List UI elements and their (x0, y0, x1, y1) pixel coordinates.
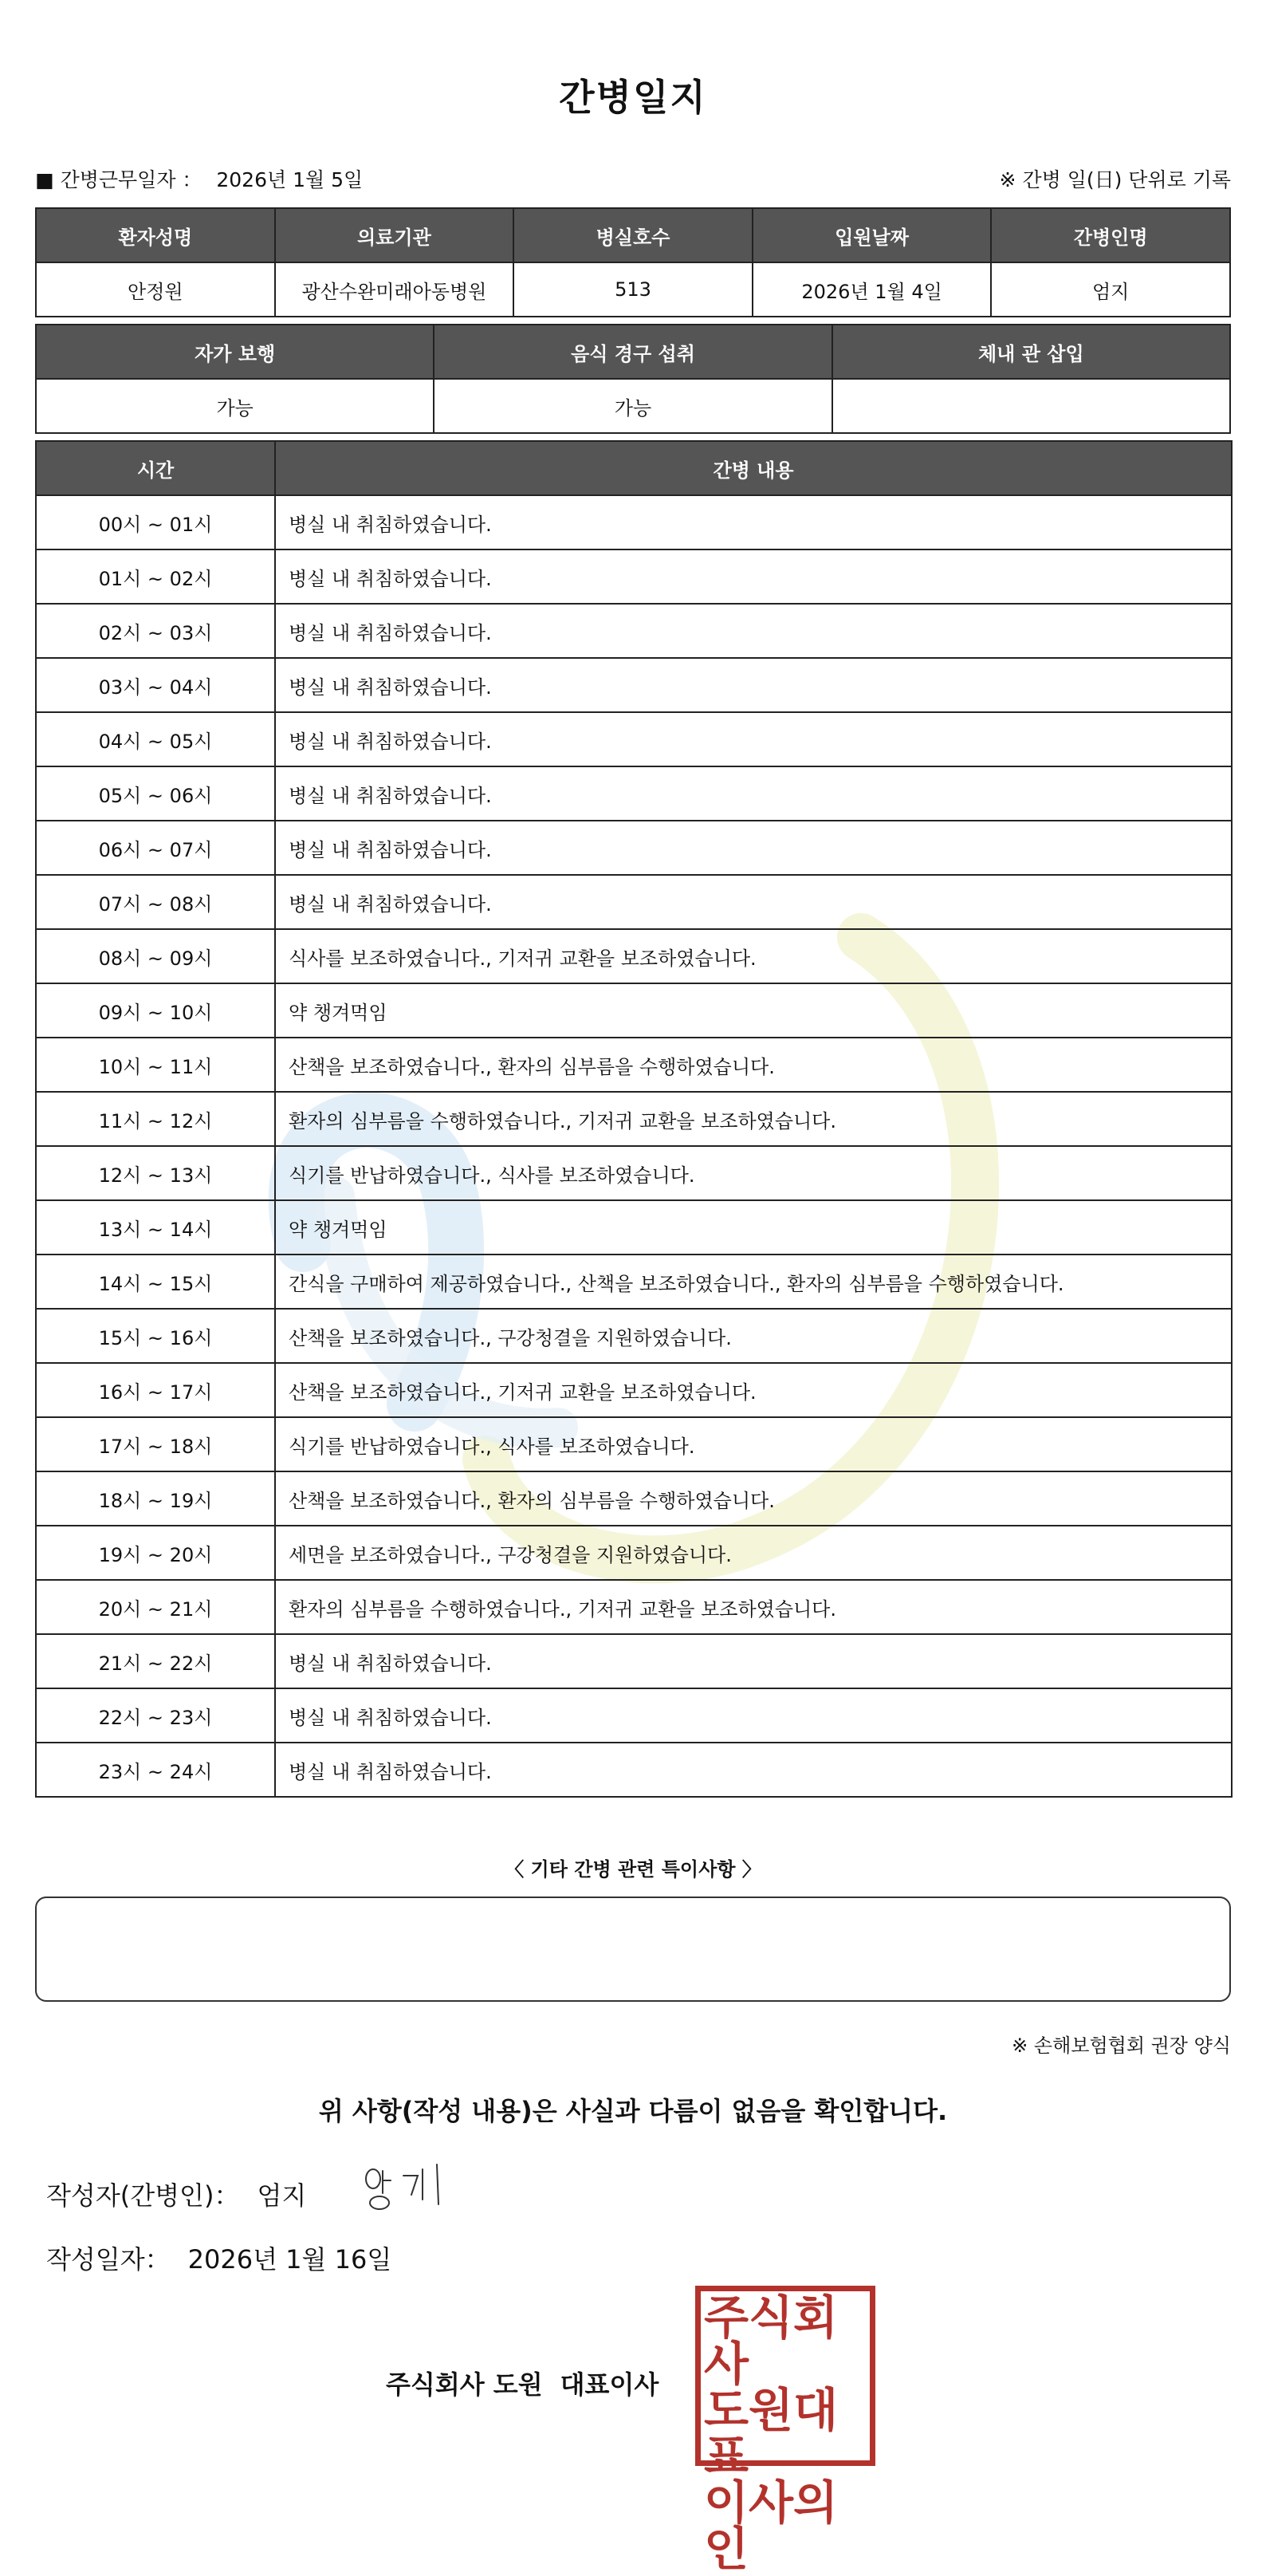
page-title: 간병일지 (559, 76, 707, 119)
patient-status-table (35, 324, 1231, 434)
log-content: 세면을 보조하였습니다., 구강청결을 지원하였습니다. (275, 1526, 1232, 1580)
header-care-content: 간병 내용 (275, 441, 1232, 495)
log-row (36, 658, 1232, 712)
log-row (36, 1038, 1232, 1092)
log-row (36, 1743, 1232, 1797)
handwritten-signature (359, 2158, 454, 2214)
log-content: 산책을 보조하였습니다., 환자의 심부름을 수행하였습니다. (275, 1471, 1232, 1526)
writer-label: 작성자(간병인)： (46, 2180, 240, 2211)
log-content: 병실 내 취침하였습니다. (275, 875, 1232, 929)
log-content: 병실 내 취침하였습니다. (275, 1688, 1232, 1743)
recommended-form-note: ※ 손해보험협회 권장 양식 (1012, 2034, 1231, 2057)
log-content: 병실 내 취침하였습니다. (275, 1634, 1232, 1688)
seal-row: 도원대표 (704, 2383, 839, 2483)
log-content: 산책을 보조하였습니다., 구강청결을 지원하였습니다. (275, 1309, 1232, 1363)
header-room-number: 병실호수 (513, 208, 753, 262)
log-content: 병실 내 취침하였습니다. (275, 821, 1232, 875)
room-number: 513 (513, 262, 753, 317)
writer-name: 엄지 (257, 2180, 307, 2211)
log-row (36, 766, 1232, 821)
log-row (36, 1146, 1232, 1200)
seal-row: 이사의인 (704, 2476, 839, 2576)
log-content: 병실 내 취침하였습니다. (275, 658, 1232, 712)
caregiver-name: 엄지 (991, 262, 1230, 317)
log-time: 15시 ~ 16시 (36, 1309, 275, 1363)
log-time: 05시 ~ 06시 (36, 766, 275, 821)
log-time: 17시 ~ 18시 (36, 1417, 275, 1471)
ceo-title: 대표이사 (560, 2369, 659, 2400)
log-time: 14시 ~ 15시 (36, 1255, 275, 1309)
log-content: 간식을 구매하여 제공하였습니다., 산책을 보조하였습니다., 환자의 심부름을 수행하였습니다. (275, 1255, 1232, 1309)
log-time: 13시 ~ 14시 (36, 1200, 275, 1255)
log-time: 07시 ~ 08시 (36, 875, 275, 929)
log-row (36, 983, 1232, 1038)
log-row (36, 1363, 1232, 1417)
admission-date: 2026년 1월 4일 (753, 262, 992, 317)
log-content: 환자의 심부름을 수행하였습니다., 기저귀 교환을 보조하였습니다. (275, 1580, 1232, 1634)
care-log-table (35, 440, 1233, 1798)
log-time: 12시 ~ 13시 (36, 1146, 275, 1200)
header-time: 시간 (36, 441, 275, 495)
log-content: 병실 내 취침하였습니다. (275, 1743, 1232, 1797)
log-row (36, 1471, 1232, 1526)
log-time: 11시 ~ 12시 (36, 1092, 275, 1146)
log-row (36, 1580, 1232, 1634)
log-content: 산책을 보조하였습니다., 기저귀 교환을 보조하였습니다. (275, 1363, 1232, 1417)
log-row (36, 495, 1232, 549)
tube-insertion-value (832, 379, 1230, 433)
log-time: 01시 ~ 02시 (36, 549, 275, 604)
log-time: 03시 ~ 04시 (36, 658, 275, 712)
written-date-line (46, 2239, 391, 2276)
log-row (36, 549, 1232, 604)
log-time: 10시 ~ 11시 (36, 1038, 275, 1092)
log-time: 08시 ~ 09시 (36, 929, 275, 983)
log-time: 06시 ~ 07시 (36, 821, 275, 875)
log-row (36, 1634, 1232, 1688)
confirmation-statement: 위 사항(작성 내용)은 사실과 다름이 없음을 확인합니다. (318, 2096, 948, 2126)
patient-info-table (35, 207, 1231, 317)
log-row (36, 1526, 1232, 1580)
log-content: 약 챙겨먹임 (275, 1200, 1232, 1255)
log-time: 02시 ~ 03시 (36, 604, 275, 658)
header-patient-name: 환자성명 (36, 208, 275, 262)
patient-name: 안정원 (36, 262, 275, 317)
log-row (36, 875, 1232, 929)
seal-row: 주식회사 (704, 2290, 839, 2391)
work-date-label: ■ 간병근무일자 ： (35, 168, 202, 191)
header-tube-insertion: 체내 관 삽입 (832, 325, 1230, 379)
log-row (36, 1200, 1232, 1255)
remarks-title: 〈 기타 간병 관련 특이사항 〉 (505, 1858, 761, 1881)
oral-intake-value: 가능 (434, 379, 832, 433)
log-row (36, 1255, 1232, 1309)
log-time: 20시 ~ 21시 (36, 1580, 275, 1634)
log-content: 약 챙겨먹임 (275, 983, 1232, 1038)
log-content: 병실 내 취침하였습니다. (275, 549, 1232, 604)
care-log-body (36, 495, 1232, 1797)
log-time: 22시 ~ 23시 (36, 1688, 275, 1743)
work-date-line (35, 164, 363, 193)
log-content: 병실 내 취침하였습니다. (275, 604, 1232, 658)
log-content: 병실 내 취침하였습니다. (275, 495, 1232, 549)
log-row (36, 712, 1232, 766)
company-name: 주식회사 도원 (386, 2369, 543, 2400)
log-time: 21시 ~ 22시 (36, 1634, 275, 1688)
written-date-label: 작성일자： (46, 2244, 171, 2275)
header-medical-institution: 의료기관 (275, 208, 514, 262)
log-row (36, 1092, 1232, 1146)
company-seal-stamp (695, 2286, 875, 2576)
header-oral-intake: 음식 경구 섭취 (434, 325, 832, 379)
log-time: 16시 ~ 17시 (36, 1363, 275, 1417)
log-time: 18시 ~ 19시 (36, 1471, 275, 1526)
log-row (36, 1417, 1232, 1471)
log-content: 식기를 반납하였습니다., 식사를 보조하였습니다. (275, 1417, 1232, 1471)
header-caregiver-name: 간병인명 (991, 208, 1230, 262)
company-line (386, 2365, 659, 2401)
log-row (36, 604, 1232, 658)
record-unit-note: ※ 간병 일(日) 단위로 기록 (999, 168, 1231, 191)
log-content: 병실 내 취침하였습니다. (275, 712, 1232, 766)
log-row (36, 929, 1232, 983)
work-date-value: 2026년 1월 5일 (216, 168, 364, 191)
header-self-walking: 자가 보행 (36, 325, 434, 379)
log-row (36, 1309, 1232, 1363)
log-content: 병실 내 취침하였습니다. (275, 766, 1232, 821)
log-time: 04시 ~ 05시 (36, 712, 275, 766)
log-content: 환자의 심부름을 수행하였습니다., 기저귀 교환을 보조하였습니다. (275, 1092, 1232, 1146)
self-walking-value: 가능 (36, 379, 434, 433)
log-time: 09시 ~ 10시 (36, 983, 275, 1038)
log-content: 식사를 보조하였습니다., 기저귀 교환을 보조하였습니다. (275, 929, 1232, 983)
log-time: 00시 ~ 01시 (36, 495, 275, 549)
medical-institution: 광산수완미래아동병원 (275, 262, 514, 317)
log-time: 19시 ~ 20시 (36, 1526, 275, 1580)
log-content: 산책을 보조하였습니다., 환자의 심부름을 수행하였습니다. (275, 1038, 1232, 1092)
written-date-value: 2026년 1월 16일 (187, 2244, 392, 2275)
remarks-box (35, 1897, 1231, 2002)
writer-line (46, 2176, 306, 2212)
log-row (36, 1688, 1232, 1743)
log-row (36, 821, 1232, 875)
header-admission-date: 입원날짜 (753, 208, 992, 262)
log-content: 식기를 반납하였습니다., 식사를 보조하였습니다. (275, 1146, 1232, 1200)
log-time: 23시 ~ 24시 (36, 1743, 275, 1797)
